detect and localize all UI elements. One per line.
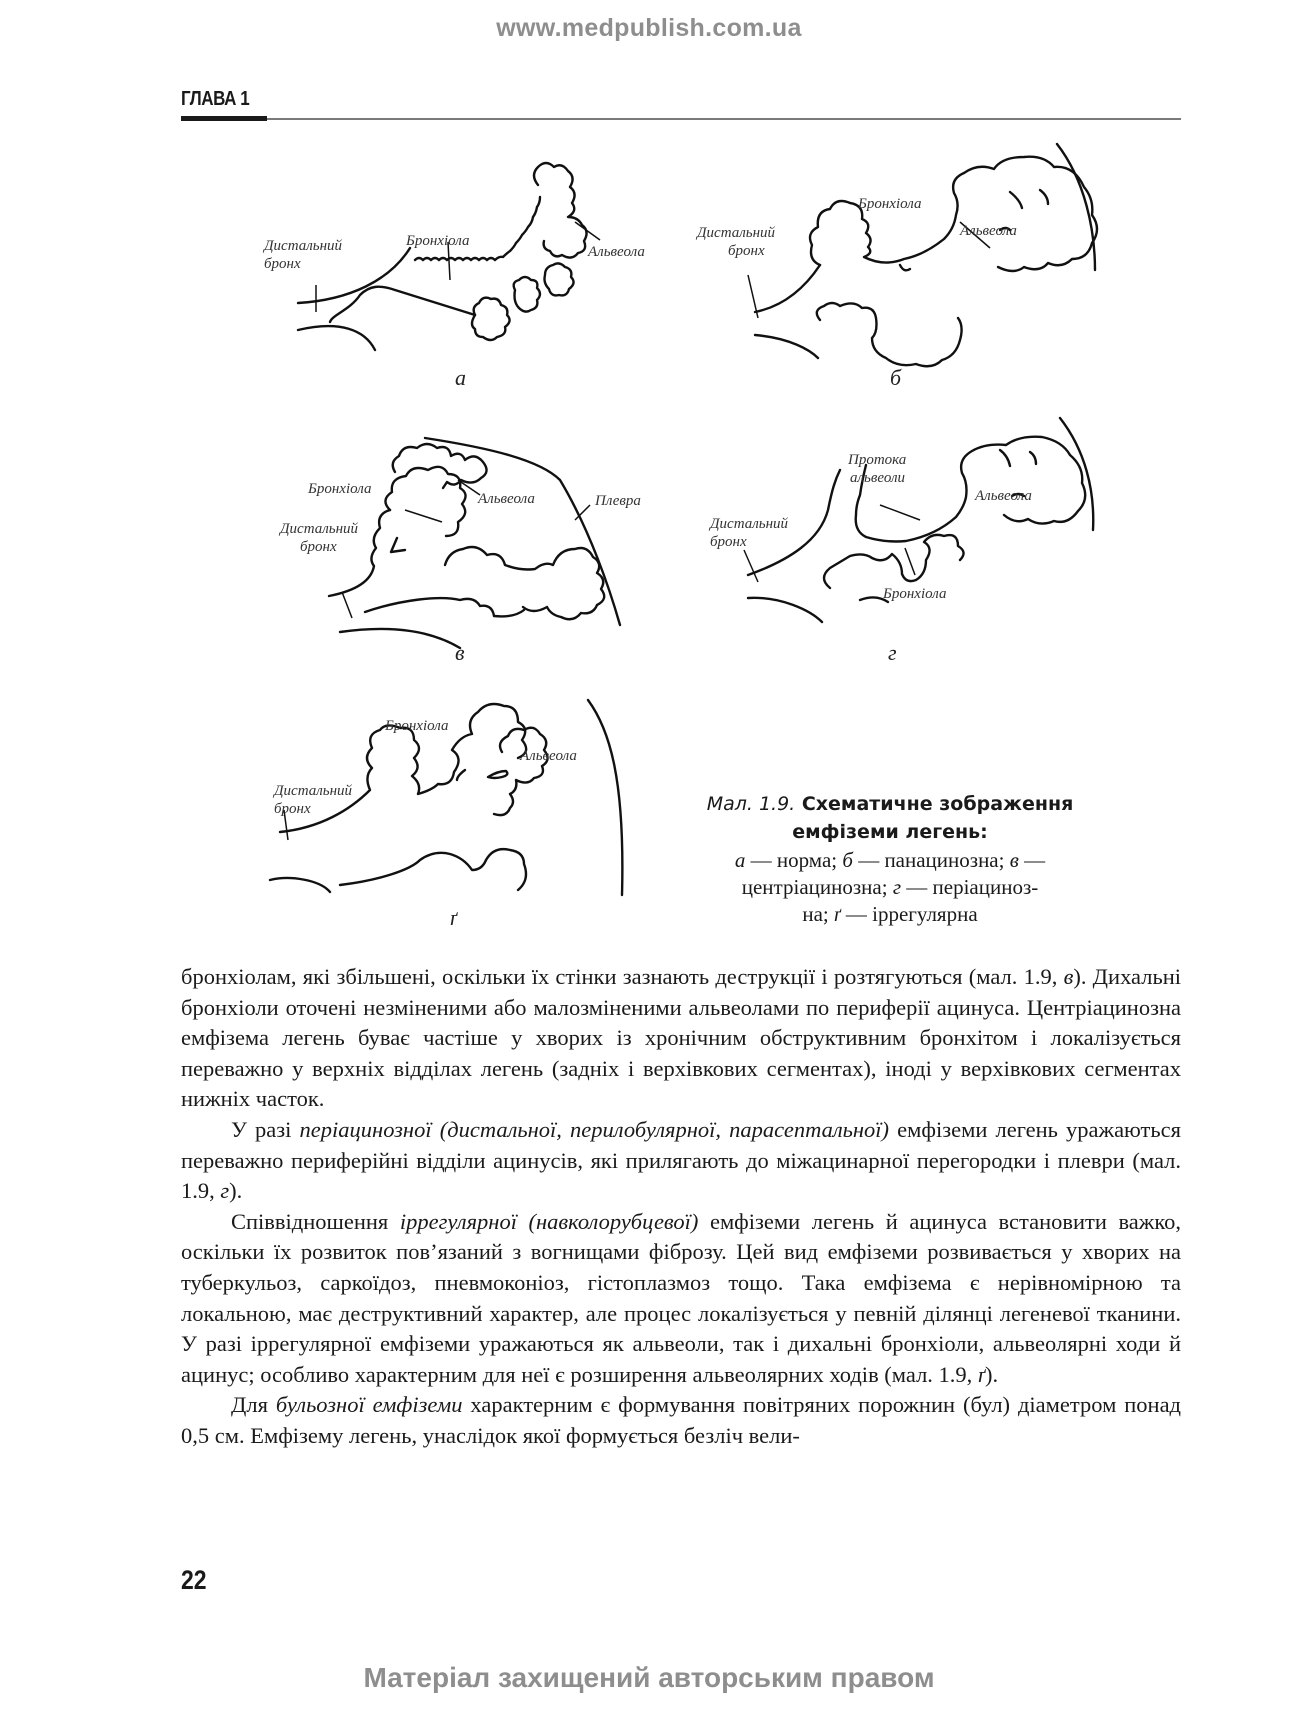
paragraph-1: бронхіолам, які збільшені, оскільки їх стінки зазнають деструкції і розтягуються (мал. 1.9, в). Дихальні бронхіоли оточені незміненими або малозміненими альвеолами по периферії ацинуса. Центріацинозна емфізема легень буває частіше у хворих із хронічним обструктивним бронхітом і локалізується переважно у верхніх відділах легень (задніх і верхівкових сегментах), іноді у верхівкових сегментах нижніх часток. [181,964,1181,1112]
svg-text:альвеоли: альвеоли [850,470,906,486]
svg-text:бронх: бронх [728,243,765,259]
paragraph-4: Для бульозної емфіземи характерним є формування повітряних порожнин (бул) діаметром понад 0,5 см. Емфізему легень, унаслідок якої формується безліч вели- [181,1392,1181,1448]
label-pleura: Плевра [595,493,641,509]
label-bronchiole: Бронхіола [858,196,922,212]
figure-panel-ge [270,680,650,900]
watermark-url: www.medpublish.com.ua [496,14,802,42]
label-distal-bronchus: Дистальний [274,783,353,799]
svg-text:бронх: бронх [274,801,311,817]
panel-letter-v: в [455,640,465,665]
caption-legend: а — норма; б — панацинозна; в — центріацинозна; г — періациноз- на; ґ — іррегулярна [734,848,1046,926]
label-distal-bronchus: Дистальний [280,521,359,537]
label-alveolar-duct: Протока [848,452,907,468]
panel-letter-b: б [890,365,902,390]
copyright-watermark: Матеріал захищений авторським правом [363,1662,935,1693]
header-rule [181,118,1181,120]
paragraph-2: У разі періацинозної (дистальної, перилобулярної, парасептальної) емфіземи легень уражаються переважно периферійні відділи ацинусів, які прилягають до міжацинарної перегородки і плеври (мал. 1.9, г). [181,1116,1181,1204]
panel-letter-g: г [888,640,897,665]
label-alveolus: Альвеола [478,491,535,507]
label-alveolus: Альвеола [520,748,577,764]
page-number: 22 [181,1565,207,1595]
figure-panel-v [270,420,650,650]
label-alveolus: Альвеола [588,244,645,260]
label-bronchiole: Бронхіола [406,233,470,249]
lung-diagram-centriacinar-icon [270,420,650,650]
label-alveolus: Альвеола [960,223,1017,239]
panel-letter-ge: ґ [450,905,457,930]
paragraph-3: Співвідношення іррегулярної (навколорубцевої) емфіземи легень й ацинуса встановити важко, оскільки їх розвиток пов’язаний з вогнищами фіброзу. Цей вид емфіземи розвивається у хворих на туберкульоз, саркоїдоз, пневмоконіоз, гістоплазмоз тощо. Така емфізема є нерівномірною та локальною, має деструктивний характер, але процес локалізується у певній ділянці легеневої тканини. У разі іррегулярної емфіземи уражаються як альвеоли, так і дихальні бронхіоли, альвеолярні ходи й ацинус; особливо характерним для неї є розширення альвеолярних ходів (мал. 1.9, ґ). [181,1208,1182,1387]
chapter-heading: ГЛАВА 1 [181,88,250,110]
figure-caption [690,790,1090,928]
label-distal-bronchus: Дистальний [710,516,789,532]
panel-letter-a: а [455,365,466,390]
caption-title: Мал. 1.9. Схематичне зображення емфіземи легень: [706,793,1074,843]
lung-diagram-irregular-icon [270,680,650,900]
label-distal-bronchus: Дистальний [697,225,776,241]
header-rule-accent [181,116,267,121]
figure-panel-a [264,150,650,380]
svg-text:бронх: бронх [710,534,747,550]
label-bronchiole: Бронхіола [883,586,947,602]
label-bronchiole: Бронхіола [308,481,372,497]
label-distal-bronchus: Дистальний [264,238,343,254]
figure-panel-b [697,140,1080,370]
label-bronchiole: Бронхіола [385,718,449,734]
body-text [181,962,1181,1452]
figure-panel-g [700,400,1080,640]
label-alveolus: Альвеола [975,488,1032,504]
lung-diagram-periacinar-icon [700,400,1080,640]
svg-text:бронх: бронх [264,256,301,272]
caption-number: Мал. 1.9. [706,793,796,815]
svg-text:бронх: бронх [300,539,337,555]
lung-diagram-normal-icon [264,150,650,380]
lung-diagram-panacinar-icon [697,140,1080,370]
